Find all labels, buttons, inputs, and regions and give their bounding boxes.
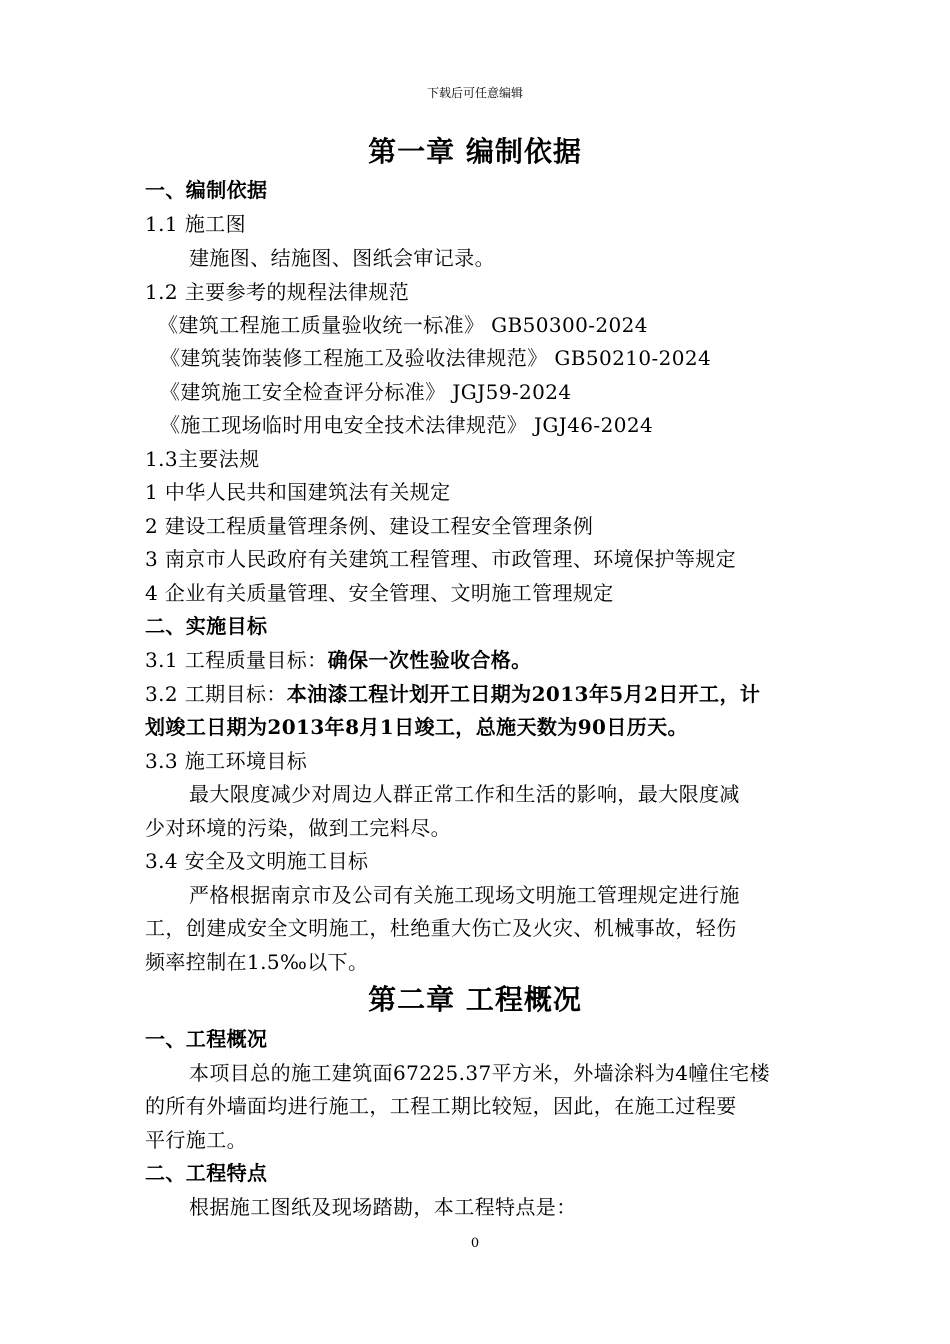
section-heading: 二、实施目标 [145, 614, 268, 638]
law-item: 3 南京市人民政府有关建筑工程管理、市政管理、环境保护等规定 [145, 547, 737, 571]
section-heading: 二、工程特点 [145, 1161, 268, 1185]
schedule-target-value: 本油漆工程计划开工日期为2013年5月2日开工，计 [286, 682, 761, 706]
page-number: 0 [470, 1236, 480, 1251]
section-heading: 一、编制依据 [145, 178, 268, 202]
reference-item: 《建筑工程施工质量验收统一标准》 GB50300-2024 [158, 313, 648, 337]
paragraph: 严格根据南京市及公司有关施工现场文明施工管理规定进行施 [189, 883, 740, 907]
paragraph: 最大限度减少对周边人群正常工作和生活的影响，最大限度减 [189, 782, 740, 806]
paragraph: 的所有外墙面均进行施工，工程工期比较短，因此，在施工过程要 [145, 1094, 737, 1118]
quality-target [145, 644, 815, 677]
paragraph: 建施图、结施图、图纸会审记录。 [189, 246, 495, 270]
quality-target-value: 确保一次性验收合格。 [327, 648, 532, 672]
subsection-heading: 3.3 施工环境目标 [145, 749, 308, 773]
schedule-target-value-cont: 划竣工日期为2013年8月1日竣工，总施天数为90日历天。 [145, 715, 688, 739]
chapter2-title: 第二章 工程概况 [368, 983, 582, 1016]
law-item: 2 建设工程质量管理条例、建设工程安全管理条例 [145, 514, 594, 538]
section-heading: 一、工程概况 [145, 1027, 268, 1051]
subsection-heading: 3.4 安全及文明施工目标 [145, 849, 369, 873]
subsection-heading: 1.2 主要参考的规程法律规范 [145, 280, 410, 304]
schedule-target-label: 3.2 工期目标： [145, 682, 287, 706]
paragraph: 工，创建成安全文明施工，杜绝重大伤亡及火灾、机械事故，轻伤 [145, 916, 737, 940]
paragraph: 频率控制在1.5‰以下。 [145, 950, 369, 974]
paragraph: 少对环境的污染，做到工完料尽。 [145, 816, 451, 840]
paragraph: 本项目总的施工建筑面67225.37平方米，外墙涂料为4幢住宅楼 [189, 1061, 770, 1085]
reference-item: 《施工现场临时用电安全技术法律规范》 JGJ46-2024 [160, 413, 654, 437]
schedule-target [145, 678, 815, 711]
chapter1-title: 第一章 编制依据 [368, 135, 582, 168]
subsection-heading: 1.1 施工图 [145, 212, 246, 236]
law-item: 1 中华人民共和国建筑法有关规定 [145, 480, 451, 504]
subsection-heading: 1.3主要法规 [145, 447, 260, 471]
quality-target-label: 3.1 工程质量目标： [145, 648, 328, 672]
reference-item: 《建筑施工安全检查评分标准》 JGJ59-2024 [160, 380, 572, 404]
law-item: 4 企业有关质量管理、安全管理、文明施工管理规定 [145, 581, 614, 605]
page-header: 下载后可任意编辑 [426, 86, 523, 100]
reference-item: 《建筑装饰装修工程施工及验收法律规范》 GB50210-2024 [160, 346, 712, 370]
paragraph: 平行施工。 [145, 1128, 247, 1152]
paragraph: 根据施工图纸及现场踏勘，本工程特点是： [189, 1195, 577, 1219]
